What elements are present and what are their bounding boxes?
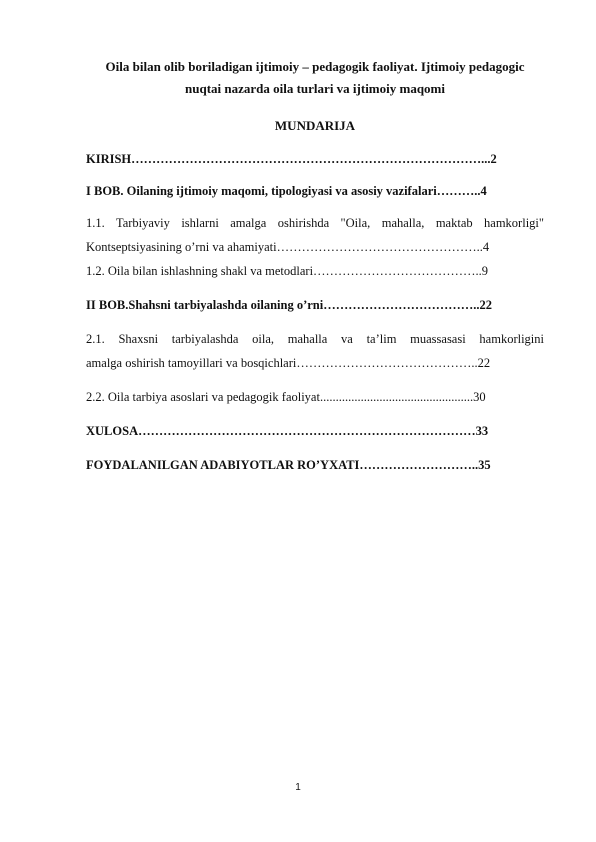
toc-entry-references: FOYDALANILGAN ADABIYOTLAR RO’YXATI………………………..35 <box>86 458 491 472</box>
toc-entry-1-1-line-2: Kontseptsiyasining o’rni va ahamiyati…………………………………………..4 <box>86 240 490 254</box>
toc-entry-intro: KIRISH…………………………………………………………………………...2 <box>86 152 497 166</box>
toc-entry-2-1-line-2: amalga oshirish tamoyillari va bosqichlari……………………………………..22 <box>86 356 491 370</box>
toc-entry-1-2: 1.2. Oila bilan ishlashning shakl va metodlari…………………………………..9 <box>86 264 489 278</box>
toc-heading: MUNDARIJA <box>274 118 356 133</box>
title-line-1: Oila bilan olib boriladigan ijtimoiy – pedagogik faoliyat. Ijtimoiy pedagogic <box>105 59 525 74</box>
toc-entry-2-2: 2.2. Oila tarbiya asoslari va pedagogik faoliyat.................................................30 <box>86 390 486 404</box>
document-title <box>80 56 550 100</box>
toc-entry-conclusion: XULOSA………………………………………………………………………33 <box>86 424 489 438</box>
toc-entry-chapter-2: II BOB.Shahsni tarbiyalashda oilaning o’rni………………………………..22 <box>86 298 492 312</box>
page-number: 1 <box>295 782 301 793</box>
toc-entry-chapter-1: I BOB. Oilaning ijtimoiy maqomi, tipologiyasi va asosiy vazifalari………..4 <box>86 184 487 198</box>
toc-entry-1-1-line-1: 1.1. Tarbiyaviy ishlarni amalga oshirishda "Oila, mahalla, maktab hamkorligi" <box>86 216 544 230</box>
toc-entry-2-1-line-1: 2.1. Shaxsni tarbiyalashda oila, mahalla va ta’lim muassasasi hamkorligini <box>86 332 544 346</box>
title-line-2: nuqtai nazarda oila turlari va ijtimoiy maqomi <box>185 81 445 96</box>
